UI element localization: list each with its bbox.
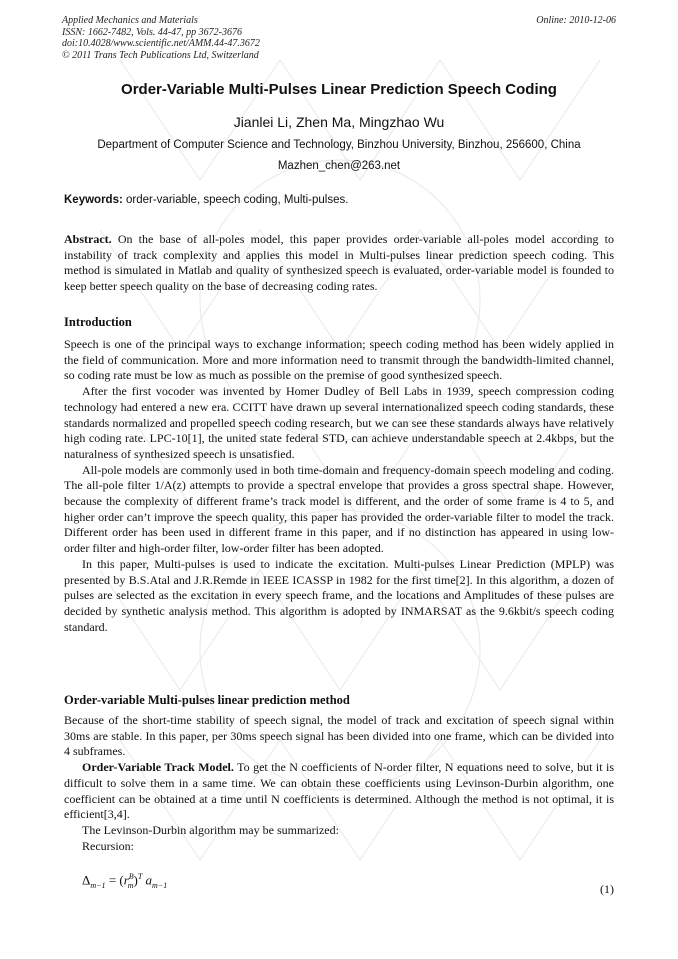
paragraph: Recursion: bbox=[82, 838, 134, 853]
author-email: Mazhen_chen@263.net bbox=[277, 160, 401, 172]
abstract-label: Abstract. bbox=[64, 232, 112, 246]
eq-delta: Δ bbox=[82, 872, 91, 888]
journal-name: Applied Mechanics and Materials bbox=[62, 15, 198, 26]
affiliation: Department of Computer Science and Technology, Binzhou University, Binzhou, 256600, China bbox=[97, 139, 581, 151]
eq-r: r bbox=[123, 872, 129, 888]
eq-r-sup: B bbox=[128, 872, 134, 881]
online-date: Online: 2010-12-06 bbox=[536, 15, 616, 26]
section-heading-introduction: Introduction bbox=[64, 315, 132, 329]
keywords-label: Keywords: bbox=[64, 194, 123, 206]
eq-transpose: T bbox=[137, 872, 143, 881]
doi-line: doi:10.4028/www.scientific.net/AMM.44-47.3672 bbox=[62, 38, 260, 49]
paragraph: In this paper, Multi-pulses is used to indicate the excitation. Multi-pulses Linear Prediction (MPLP) was presented by B.S.Atal and J.R.Remde in IEEE ICASSP in 1982 for the first time[2]. In this algorithm, a dozen of pulses are selected as the excitation in every speech frame, and the locations and Amplitudes of these pulses are decided by synthetic analysis method. This algorithm is adopted by INMARSAT as the 9.6kbit/s speech coding standard. bbox=[64, 556, 614, 634]
journal-header bbox=[62, 15, 260, 61]
eq-a-sub: m−1 bbox=[152, 880, 168, 890]
introduction-body bbox=[64, 337, 614, 635]
keywords-text: order-variable, speech coding, Multi-pulses. bbox=[122, 194, 349, 206]
keywords-line bbox=[64, 194, 348, 206]
paper-title: Order-Variable Multi-Pulses Linear Prediction Speech Coding bbox=[121, 81, 557, 98]
paragraph bbox=[64, 760, 614, 823]
equation-1 bbox=[82, 872, 167, 890]
paragraph: All-pole models are commonly used in both time-domain and frequency-domain speech modeling and coding. The all-pole filter 1/A(z) attempts to provide a spectral envelope that provides a gross spectral shape. However, because the complexity of different frame’s track model is different, and the order of some frame is 4 to 5, and higher order can’t improve the speech quality, this paper has provided the order-variable filter to model the track. Different order has been used in different frame in this paper, and if no distinction has appeared in using low-order filter and high-order filter, low-order filter has been adopted. bbox=[64, 462, 614, 556]
eq-delta-sub: m−1 bbox=[90, 880, 106, 890]
paragraph: The Levinson-Durbin algorithm may be summarized: bbox=[82, 822, 339, 837]
paragraph: After the first vocoder was invented by Homer Dudley of Bell Labs in 1939, speech compression coding technology had entered a new era. CCITT have drawn up several internationalized speech coding standards, these standards normalized and propelled speech coding research, but we can see these standards always have relatively high coding rate. LPC-10[1], the united state federal STD, can achieve understandable speech at 2.4kbps, but the naturalness of synthesized speech is unsatisfied. bbox=[64, 384, 614, 461]
paragraph-text: To get the N coefficients of N-order filter, N equations need to solve, but it is difficult to solve them in a same time. We can obtain these coefficients using Levinson-Durbin algorithm, one coefficient can be obtained at a time until N coefficients is determined. Although the method is not optimal, it is efficient[3,4]. bbox=[64, 760, 614, 822]
eq-close: ) bbox=[133, 872, 138, 888]
eq-a: a bbox=[142, 872, 153, 888]
section-heading-method: Order-variable Multi-pulses linear prediction method bbox=[64, 693, 350, 707]
paragraph: Because of the short-time stability of speech signal, the model of track and excitation of speech signal within 30ms are stable. In this paper, per 30ms speech signal has been divided into one frame, which can be divided into 4 subframes. bbox=[64, 713, 614, 759]
subsection-heading: Order-Variable Track Model. bbox=[82, 760, 234, 775]
paragraph: Speech is one of the principal ways to exchange information; speech coding method has been widely applied in the field of communication. More and more information need to transmit through the bandwidth-limited channel, so coding rate must be low as much as possible on the premise of good synthesized speech. bbox=[64, 337, 614, 383]
authors: Jianlei Li, Zhen Ma, Mingzhao Wu bbox=[233, 114, 445, 130]
issn-line: ISSN: 1662-7482, Vols. 44-47, pp 3672-3676 bbox=[62, 26, 242, 38]
copyright-line: © 2011 Trans Tech Publications Ltd, Switzerland bbox=[62, 49, 259, 61]
abstract bbox=[64, 232, 614, 295]
method-body bbox=[64, 713, 614, 854]
eq-r-sub: m bbox=[127, 880, 134, 890]
abstract-text: On the base of all-poles model, this paper provides order-variable all-poles model according to instability of track complexity and applies this model in Multi-pulses linear prediction speech coding. This method is simulated in Matlab and quality of synthesized speech is evaluated, order-variable model is founded to keep better speech quality on the base of decreasing coding rates. bbox=[64, 232, 614, 294]
equation-number: (1) bbox=[600, 882, 614, 896]
eq-equals: = ( bbox=[105, 872, 124, 888]
